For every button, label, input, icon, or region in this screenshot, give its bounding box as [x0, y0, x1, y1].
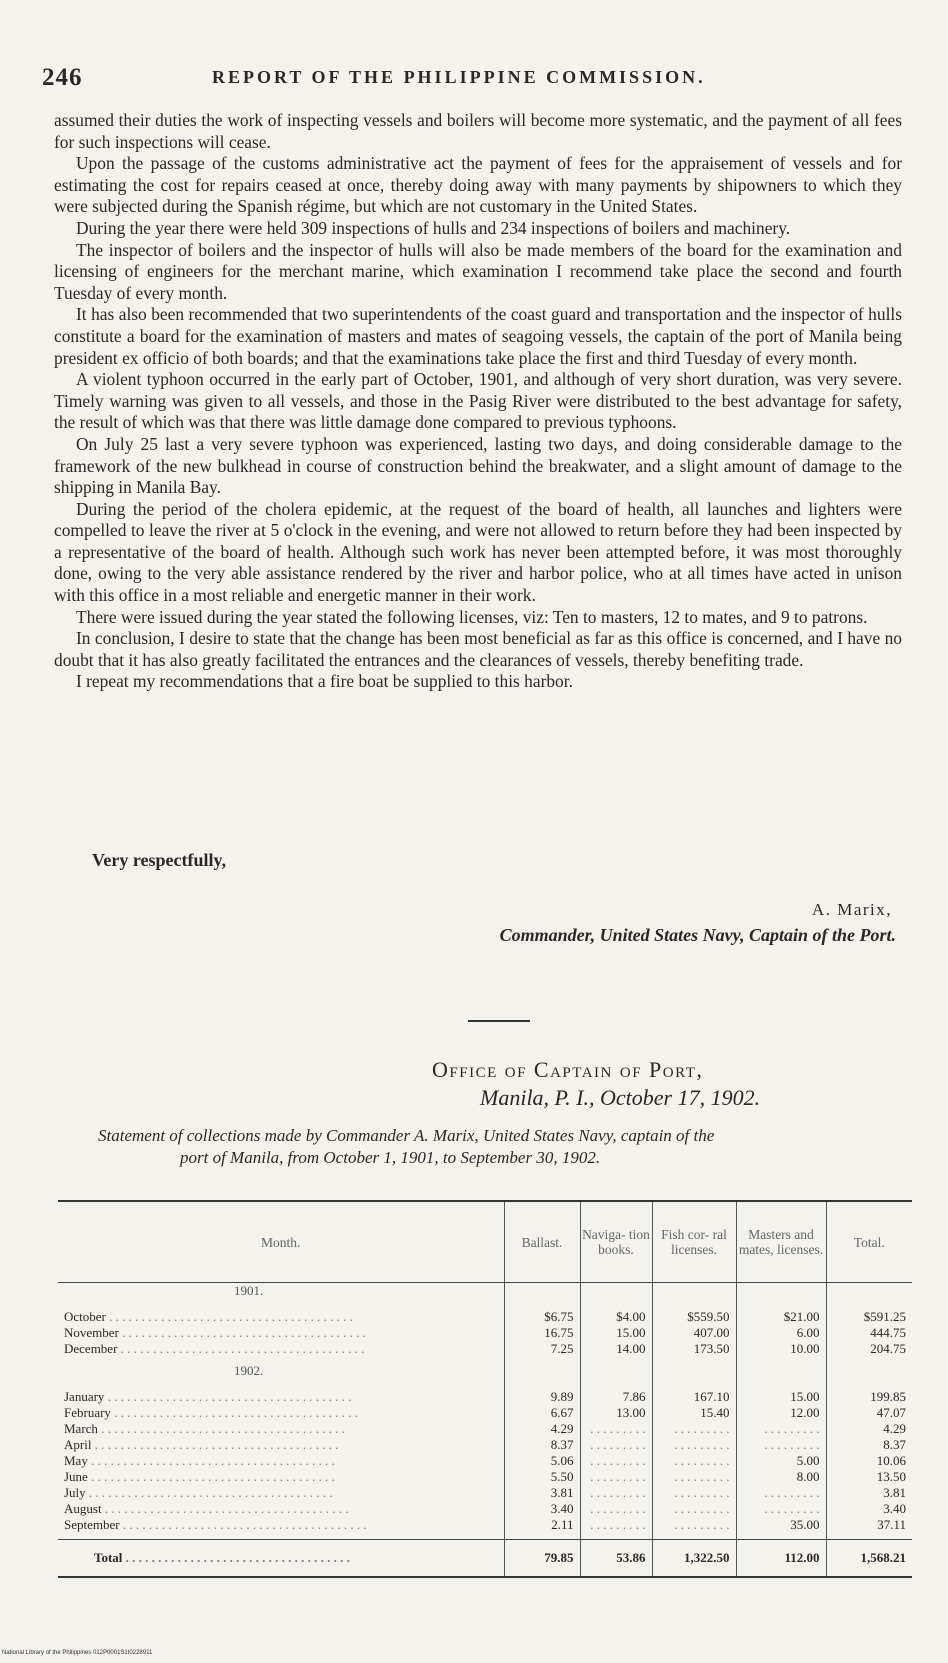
table-cell: . . . . . . . . .: [674, 1485, 730, 1500]
page-number: 246: [42, 64, 83, 91]
table-cell: . . . . . . . . .: [674, 1437, 730, 1452]
signature-name: A. Marix,: [811, 900, 892, 919]
total-label-cell: [58, 1540, 504, 1578]
table-cell: . . . . . . . . .: [590, 1485, 646, 1500]
table-cell: 79.85: [504, 1540, 580, 1578]
caption-line: Statement of collections made by Commander A. Marix, United States Navy, captain of the: [98, 1126, 715, 1145]
table-cell: 7.86: [622, 1389, 646, 1404]
month-cell: [64, 1437, 498, 1453]
month-label: March: [64, 1421, 98, 1436]
bottom-padding: [511, 1533, 574, 1539]
month-label: April: [64, 1437, 92, 1452]
table-cell: $6.75: [544, 1309, 574, 1324]
year-label: 1901.: [234, 1283, 264, 1298]
table-cell: 204.75: [870, 1341, 906, 1356]
spacer: [587, 1363, 646, 1389]
running-head: REPORT OF THE PHILIPPINE COMMISSION.: [212, 67, 706, 87]
column-header: Fish cor- ral licenses.: [652, 1201, 736, 1283]
bottom-padding: [587, 1533, 646, 1539]
month-label: June: [64, 1469, 88, 1484]
table-cell: 16.75: [544, 1325, 574, 1340]
spacer: [743, 1283, 820, 1309]
leader-dots: . . . . . . . . . . . . . . . . . . . . . . . . . . . . . . . . . . . . . .: [91, 1437, 339, 1452]
paragraph: During the year there were held 309 inspections of hulls and 234 inspections of boilers and machinery.: [76, 217, 791, 238]
table-cell: 167.10: [693, 1389, 730, 1404]
column-header: Month.: [58, 1201, 504, 1283]
leader-dots: . . . . . . . . . . . . . . . . . . . . . . . . . . . . . . . . . . . . . .: [117, 1341, 365, 1356]
table-cell: 444.75: [870, 1325, 906, 1340]
spacer: [833, 1283, 907, 1309]
month-cell: [64, 1309, 498, 1325]
month-cell: [64, 1405, 498, 1421]
table-cell: 7.25: [550, 1341, 574, 1356]
paragraph: I repeat my recommendations that a fire boat be supplied to this harbor.: [76, 671, 573, 692]
paragraph: assumed their duties the work of inspecting vessels and boilers will become more systematic, and the payment of all fees for such inspections will cease.: [54, 110, 902, 152]
table-cell: 173.50: [693, 1341, 730, 1356]
table-cell: . . . . . . . . .: [764, 1501, 820, 1516]
month-cell: [64, 1469, 498, 1485]
table-cell: 3.81: [550, 1485, 574, 1500]
fish-corral-column: [652, 1283, 736, 1540]
table-cell: 37.11: [877, 1517, 906, 1532]
table-cell: . . . . . . . . .: [674, 1453, 730, 1468]
month-cell: [64, 1325, 498, 1341]
month-label: November: [64, 1325, 119, 1340]
table-cell: . . . . . . . . .: [764, 1485, 820, 1500]
table-cell: 47.07: [876, 1405, 906, 1420]
month-cell: [64, 1501, 498, 1517]
table-cell: 6.67: [550, 1405, 574, 1420]
ballast-column: [504, 1283, 580, 1540]
table-cell: 1,568.21: [826, 1540, 912, 1578]
table-cell: . . . . . . . . .: [590, 1453, 646, 1468]
body-text: [54, 110, 902, 693]
table-cell: 15.00: [616, 1325, 646, 1340]
spacer: [587, 1283, 646, 1309]
table-cell: $591.25: [863, 1309, 906, 1324]
spacer: [659, 1283, 730, 1309]
month-cell: [64, 1453, 498, 1469]
table-cell: 112.00: [736, 1540, 826, 1578]
table-cell: . . . . . . . . .: [590, 1469, 646, 1484]
leader-dots: . . . . . . . . . . . . . . . . . . . . . . . . . . . . . . . . . . . . . .: [101, 1501, 349, 1516]
table-cell: 3.40: [883, 1501, 906, 1516]
table-cell: 8.00: [796, 1469, 820, 1484]
table-cell: 3.40: [550, 1501, 574, 1516]
paragraph: The inspector of boilers and the inspector of hulls will also be made members of the board for the examination and licensing of engineers for the merchant marine, which examination I recommend take place the second and fourth Tuesday of every month.: [54, 239, 902, 303]
leader-dots: . . . . . . . . . . . . . . . . . . . . . . . . . . . . . . . . . . . . . .: [87, 1469, 335, 1484]
table-cell: 2.11: [551, 1517, 574, 1532]
table-cell: 12.00: [790, 1405, 820, 1420]
total-label: Total: [94, 1550, 123, 1565]
month-label: October: [64, 1309, 106, 1324]
month-label: July: [64, 1485, 86, 1500]
column-header: Ballast.: [504, 1201, 580, 1283]
leader-dots: . . . . . . . . . . . . . . . . . . . . . . . . . . . . . . . . . . . . . .: [105, 1309, 353, 1324]
masters-mates-column: [736, 1283, 826, 1540]
leader-dots: . . . . . . . . . . . . . . . . . . . . . . . . . . . . . . . . . . . . . .: [118, 1325, 366, 1340]
table-cell: $4.00: [616, 1309, 646, 1324]
column-header: Total.: [826, 1201, 912, 1283]
paragraph: There were issued during the year stated the following licenses, viz: Ten to masters, 12 to mates, and 9 to patrons.: [76, 606, 868, 627]
table-cell: 35.00: [790, 1517, 820, 1532]
table-cell: 53.86: [580, 1540, 652, 1578]
column-header: Naviga- tion books.: [580, 1201, 652, 1283]
table-cell: . . . . . . . . .: [674, 1469, 730, 1484]
table-cell: . . . . . . . . .: [590, 1501, 646, 1516]
table-cell: . . . . . . . . .: [674, 1421, 730, 1436]
bottom-padding: [659, 1533, 730, 1539]
leader-dots: . . . . . . . . . . . . . . . . . . . . . . . . . . . . . . . . . . . . . .: [87, 1453, 335, 1468]
table-cell: 10.06: [876, 1453, 906, 1468]
table-cell: 15.00: [790, 1389, 820, 1404]
navigation-books-column: [580, 1283, 652, 1540]
page-header: [42, 64, 902, 94]
month-label: May: [64, 1453, 88, 1468]
month-cell: [64, 1389, 498, 1405]
table-cell: 5.06: [550, 1453, 574, 1468]
paragraph: It has also been recommended that two superintendents of the coast guard and transportation and the inspector of hulls constitute a board for the examination of masters and mates of seagoing vessels, the captain of the port of Manila being president ex officio of both boards; and that the examinations take place the first and third Tuesday of every month.: [54, 304, 902, 368]
paragraph: On July 25 last a very severe typhoon was experienced, lasting two days, and doing considerable damage to the framework of the new bulkhead in course of construction behind the breakwater, and a slight amount of damage to the shipping in Manila Bay.: [54, 433, 902, 498]
month-cell: [64, 1485, 498, 1501]
table-cell: 13.50: [876, 1469, 906, 1484]
paragraph: Upon the passage of the customs administrative act the payment of fees for the appraisement of vessels and for estimating the cost for repairs ceased at once, thereby doing away with many payments by shipowners to which they were subjected during the Spanish régime, but which are not customary in the United States.: [54, 153, 902, 217]
table-cell: 8.37: [883, 1437, 906, 1452]
signature-title: Commander, United States Navy, Captain of the Port.: [499, 925, 896, 945]
spacer: [833, 1363, 907, 1389]
table-cell: . . . . . . . . .: [590, 1421, 646, 1436]
column-header: Masters and mates, licenses.: [736, 1201, 826, 1283]
year-label: 1902.: [234, 1363, 264, 1378]
month-cell: [64, 1517, 498, 1533]
table-cell: . . . . . . . . .: [764, 1437, 820, 1452]
table-cell: 5.00: [796, 1453, 820, 1468]
month-label: September: [64, 1517, 120, 1532]
month-label: February: [64, 1405, 111, 1420]
table-cell: 15.40: [700, 1405, 730, 1420]
table-cell: 4.29: [550, 1421, 574, 1436]
table-cell: 9.89: [550, 1389, 574, 1404]
spacer: [511, 1363, 574, 1389]
bottom-padding: [833, 1533, 907, 1539]
month-cell: [64, 1341, 498, 1357]
table-cell: . . . . . . . . .: [674, 1501, 730, 1516]
paragraph: During the period of the cholera epidemic, at the request of the board of health, all launches and lighters were compelled to leave the river at 5 o'clock in the evening, and were not allowed to return before they had been inspected by a representative of the board of health. Although such work has never been attempted before, it was most thoroughly done, owing to the very able assistance rendered by the river and harbor police, who at all times have acted in unison with this office in a most reliable and energetic manner in their work.: [54, 498, 902, 606]
leader-dots: . . . . . . . . . . . . . . . . . . . . . . . . . . . . . . . . . . .: [122, 1550, 350, 1565]
table-cell: 8.37: [550, 1437, 574, 1452]
table-cell: $559.50: [687, 1309, 730, 1324]
office-date: Manila, P. I., October 17, 1902.: [480, 1085, 761, 1110]
collections-table: [58, 1200, 912, 1578]
total-column: [826, 1283, 912, 1540]
table-cell: . . . . . . . . .: [764, 1421, 820, 1436]
table-cell: 4.29: [883, 1421, 906, 1436]
spacer: [659, 1363, 730, 1389]
table-cell: 13.00: [616, 1405, 646, 1420]
table-cell: . . . . . . . . .: [590, 1437, 646, 1452]
table-cell: 1,322.50: [652, 1540, 736, 1578]
table-cell: . . . . . . . . .: [674, 1517, 730, 1532]
table-header-row: [58, 1201, 912, 1283]
spacer: [511, 1283, 574, 1309]
month-label: August: [64, 1501, 102, 1516]
table-cell: 14.00: [616, 1341, 646, 1356]
leader-dots: . . . . . . . . . . . . . . . . . . . . . . . . . . . . . . . . . . . . . .: [97, 1421, 345, 1436]
table-cell: 6.00: [796, 1325, 820, 1340]
leader-dots: . . . . . . . . . . . . . . . . . . . . . . . . . . . . . . . . . . . . . .: [104, 1389, 352, 1404]
table-cell: 3.81: [883, 1485, 906, 1500]
table-caption: [98, 1125, 918, 1169]
table-cell: 5.50: [550, 1469, 574, 1484]
office-title: Office of Captain of Port,: [432, 1057, 704, 1082]
table-total-row: [58, 1540, 912, 1578]
bottom-padding: [743, 1533, 820, 1539]
table-cell: $21.00: [783, 1309, 820, 1324]
leader-dots: . . . . . . . . . . . . . . . . . . . . . . . . . . . . . . . . . . . . . .: [119, 1517, 367, 1532]
closing: Very respectfully,: [92, 850, 226, 870]
leader-dots: . . . . . . . . . . . . . . . . . . . . . . . . . . . . . . . . . . . . . .: [110, 1405, 358, 1420]
spacer: [743, 1363, 820, 1389]
table-body-row: [58, 1283, 912, 1540]
month-cell: [64, 1421, 498, 1437]
table-cell: 199.85: [870, 1389, 906, 1404]
table-cell: 10.00: [790, 1341, 820, 1356]
bottom-padding: [64, 1533, 498, 1539]
leader-dots: . . . . . . . . . . . . . . . . . . . . . . . . . . . . . . . . . . . . . .: [85, 1485, 333, 1500]
month-label: December: [64, 1341, 118, 1356]
paragraph: A violent typhoon occurred in the early part of October, 1901, and although of very short duration, was very severe. Timely warning was given to all vessels, and those in the Pasig River were distributed to the best advantage for safety, the result of which was that there was little damage done compared to previous typhoons.: [54, 369, 902, 433]
table-cell: . . . . . . . . .: [590, 1517, 646, 1532]
month-column: [58, 1283, 504, 1540]
section-divider: [468, 1020, 530, 1022]
month-label: January: [64, 1389, 105, 1404]
caption-line: port of Manila, from October 1, 1901, to September 30, 1902.: [180, 1148, 601, 1167]
paragraph: In conclusion, I desire to state that the change has been most beneficial as far as this office is concerned, and I have no doubt that it has also greatly facilitated the entrances and the clearances of vessels, thereby benefiting trade.: [54, 628, 902, 670]
table-cell: 407.00: [693, 1325, 730, 1340]
scan-footer: National Library of the Philippines 012P0001S1t0228911: [2, 1650, 153, 1656]
